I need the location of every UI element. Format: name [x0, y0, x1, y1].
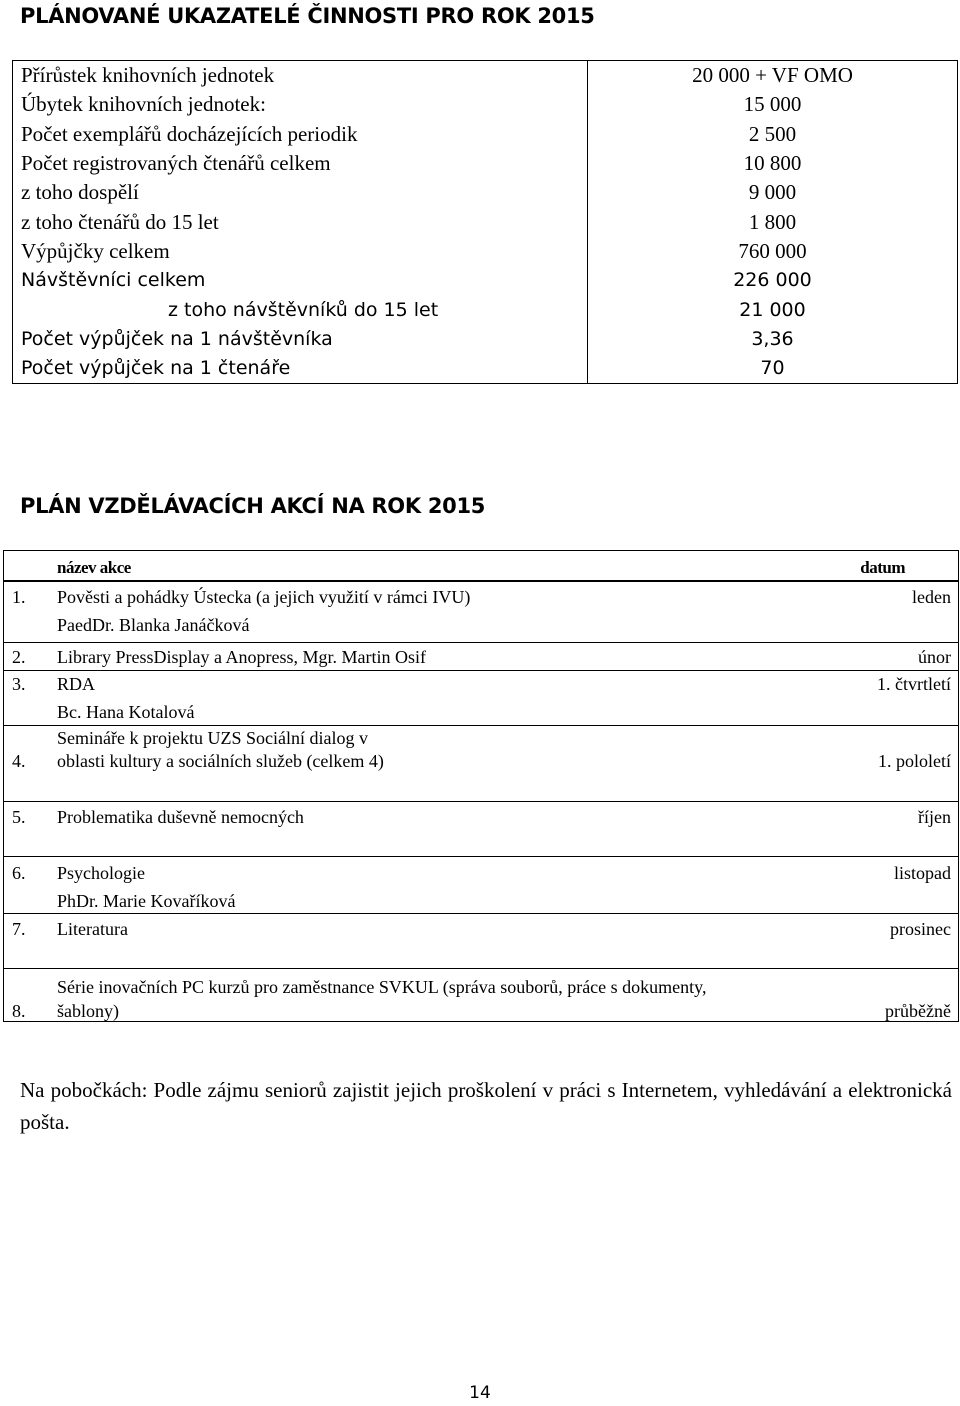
- table-row: [13, 354, 958, 384]
- table-row: [13, 207, 958, 236]
- event-number: 7.: [12, 919, 26, 939]
- indicator-value: 226 000: [588, 266, 958, 295]
- indicator-value: 2 500: [588, 120, 958, 149]
- table-row: [13, 266, 958, 295]
- event-name: Psychologie: [57, 863, 145, 883]
- indicator-label: Výpůjčky celkem: [13, 237, 588, 266]
- event-number: 3.: [12, 674, 26, 694]
- indicator-value: 21 000: [588, 295, 958, 324]
- event-name: Literatura: [57, 919, 128, 939]
- indicators-table: [12, 60, 958, 384]
- event-number: 6.: [12, 863, 26, 883]
- table-row: [13, 61, 958, 91]
- event-date: průběžně: [885, 1001, 951, 1021]
- column-header-name: název akce: [57, 558, 131, 577]
- event-date: říjen: [918, 807, 951, 827]
- indicator-label: Úbytek knihovních jednotek:: [13, 90, 588, 119]
- indicator-value: 1 800: [588, 207, 958, 236]
- event-date: listopad: [894, 863, 951, 883]
- page-number: 14: [469, 1383, 491, 1403]
- indicator-value: 10 800: [588, 149, 958, 178]
- column-header-date: datum: [860, 558, 905, 577]
- event-date: únor: [918, 647, 951, 667]
- indicator-label: z toho dospělí: [13, 178, 588, 207]
- event-name: RDA: [57, 674, 96, 694]
- section-title-events: PLÁN VZDĚLÁVACÍCH AKCÍ NA ROK 2015: [20, 494, 486, 518]
- table-row: [13, 237, 958, 266]
- indicator-value: 20 000 + VF OMO: [588, 61, 958, 91]
- indicator-label: Počet exemplářů docházejících periodik: [13, 120, 588, 149]
- table-row: [13, 295, 958, 324]
- indicator-label: z toho čtenářů do 15 let: [13, 207, 588, 236]
- event-name: Problematika duševně nemocných: [57, 807, 304, 827]
- event-date: prosinec: [890, 919, 951, 939]
- table-row: [13, 178, 958, 207]
- indicator-label: Počet výpůjček na 1 čtenáře: [13, 354, 588, 384]
- indicator-label: Počet registrovaných čtenářů celkem: [13, 149, 588, 178]
- event-number: 5.: [12, 807, 26, 827]
- indicator-label: Počet výpůjček na 1 návštěvníka: [13, 325, 588, 354]
- table-row: [13, 90, 958, 119]
- indicator-value: 3,36: [588, 325, 958, 354]
- table-row: [13, 120, 958, 149]
- indicator-label: z toho návštěvníků do 15 let: [13, 295, 588, 324]
- event-number: 2.: [12, 647, 26, 667]
- event-date: 1. čtvrtletí: [877, 674, 951, 694]
- table-row: [13, 149, 958, 178]
- event-name: Semináře k projektu UZS Sociální dialog v: [57, 728, 368, 748]
- indicator-label: Návštěvníci celkem: [13, 266, 588, 295]
- event-name-continued: oblasti kultury a sociálních služeb (celkem 4): [57, 751, 384, 771]
- event-name: Library PressDisplay a Anopress, Mgr. Martin Osif: [57, 647, 426, 667]
- event-name: Pověsti a pohádky Ústecka (a jejich využití v rámci IVU): [57, 587, 471, 607]
- event-date: leden: [912, 587, 951, 607]
- indicator-value: 9 000: [588, 178, 958, 207]
- indicator-value: 15 000: [588, 90, 958, 119]
- events-table: [3, 550, 959, 1022]
- indicator-label: Přírůstek knihovních jednotek: [13, 61, 588, 91]
- event-date: 1. pololetí: [878, 751, 951, 771]
- event-lecturer: PhDr. Marie Kovaříková: [57, 891, 236, 911]
- event-name: Série inovačních PC kurzů pro zaměstnance SVKUL (správa souborů, práce s dokumenty,: [57, 977, 707, 997]
- table-row: [13, 325, 958, 354]
- event-number: 8.: [12, 1001, 26, 1021]
- event-lecturer: PaedDr. Blanka Janáčková: [57, 615, 250, 635]
- event-name-continued: šablony): [57, 1001, 119, 1021]
- indicator-value: 760 000: [588, 237, 958, 266]
- section-title-indicators: PLÁNOVANÉ UKAZATELÉ ČINNOSTI PRO ROK 2015: [20, 4, 595, 28]
- branch-note-paragraph: Na pobočkách: Podle zájmu seniorů zajistit jejich proškolení v práci s Internetem, vyhledávání a elektronická pošta.: [20, 1078, 952, 1134]
- event-number: 4.: [12, 751, 26, 771]
- event-number: 1.: [12, 587, 26, 607]
- indicator-value: 70: [588, 354, 958, 384]
- event-lecturer: Bc. Hana Kotalová: [57, 702, 195, 722]
